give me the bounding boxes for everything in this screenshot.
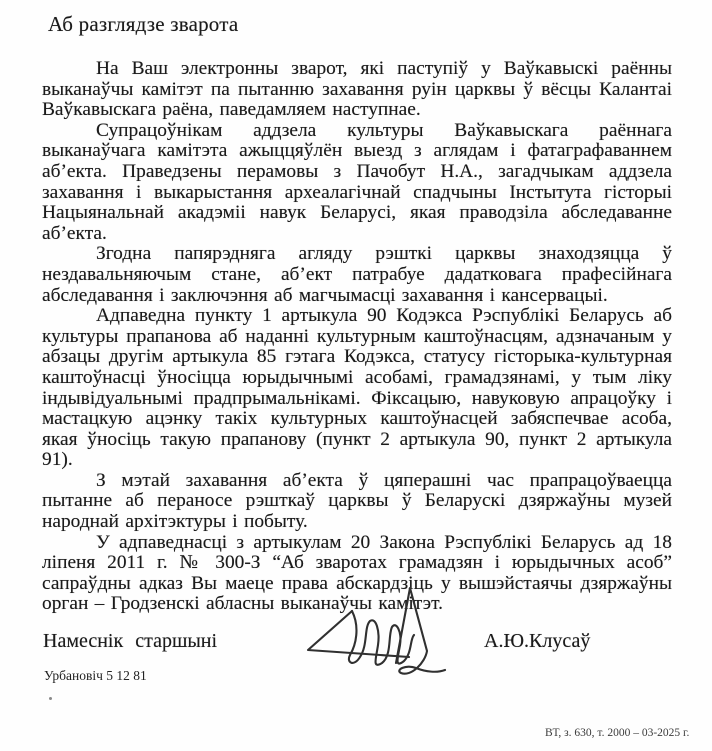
letter-subject: Аб разглядзе зварота — [48, 12, 239, 36]
print-form-note: ВТ, з. 630, т. 2000 – 03-2025 г. — [545, 727, 690, 739]
letter-body — [42, 59, 672, 615]
paragraph-condition: Згодна папярэдняга агляду рэшткі царквы знаходзяцца ў нездавальняючым стане, аб’ект патрабуе дадатковага прафесійнага абследавання і заключэння аб магчымасці захавання і кансервацыі. — [42, 243, 672, 306]
scan-speck — [49, 697, 52, 700]
signature-arrow-stroke — [308, 611, 409, 657]
paragraph-appeal-right: У адпаведнасці з артыкулам 20 Закона Рэспублікі Беларусь ад 18 ліпеня 2011 г. № 300-З “Аб зваротах грамадзян і юрыдычных асоб” сапраўдны адказ Вы маеце права абскардзіць у вышэйстаячы дзяржаўны орган – Гродзенскі абласны выканаўчы камітэт. — [42, 531, 672, 615]
handwritten-signature-icon — [296, 583, 491, 683]
paragraph-inspection: Супрацоўнікам аддзела культуры Ваўкавыскага раённага выканаўчага камітэта ажыццяўлён выезд з аглядам і фатаграфаваннем аб’екта. Праведзены перамовы з Пачобут Н.А., загадчыкам аддзела захавання і выкарыстання археалагічнай спадчыны Інстытута гісторыі Нацыянальнай акадэміі навук Беларусі, якая праводзіла абследаванне аб’екта. — [42, 119, 672, 244]
paragraph-museum: З мэтай захавання аб’екта ў цяперашні час прапрацоўваецца пытанне аб пераносе рэшткаў царквы ў Беларускі дзяржаўны музей народнай архітэктуры і побыту. — [42, 469, 672, 533]
paragraph-culture-code: Адпаведна пункту 1 артыкула 90 Кодэкса Рэспублікі Беларусь аб культуры прапанова аб наданні культурным каштоўнасцям, адзначаным у абзацы другім артыкула 85 гэтага Кодэкса, статусу гісторыка-культурная каштоўнасці ўносіцца юрыдычнымі асобамі, грамадзянамі, у тым ліку індывідуальнымі прадпрымальнікамі. Фіксацыю, навуковую апрацоўку і мастацкую ацэнку такіх культурных каштоўнасцей забяспечвае асоба, якая ўносіць такую прапанову (пункт 2 артыкула 90, пункт 2 артыкула 91). — [42, 305, 672, 471]
paragraph-intro: На Ваш электронны зварот, які паступіў у Ваўкавыскі раённы выканаўчы камітэт па пытанню захавання руін царквы ў вёсцы Калантаі Ваўкавыскага раёна, паведамляем наступнае. — [42, 58, 672, 121]
signer-name: А.Ю.Клусаў — [484, 630, 591, 652]
signer-position-title: Намеснік старшыні — [43, 630, 218, 652]
executor-contact-note: Урбановіч 5 12 81 — [44, 668, 147, 683]
